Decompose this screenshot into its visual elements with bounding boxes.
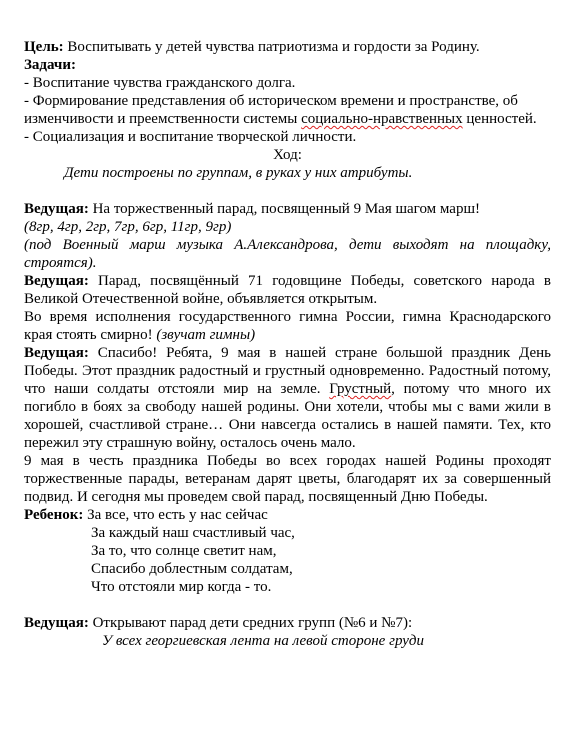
- host-line-2: Ведущая: Парад, посвящённый 71 годовщине Победы, советского народа в Великой Отечественной войне, объявляется открытым.: [24, 273, 551, 307]
- host-line-4: Ведущая: Открывают парад дети средних групп (№6 и №7):: [24, 615, 413, 631]
- host-label: Ведущая:: [24, 615, 89, 631]
- music-note: (под Военный марш музыка А.Александрова, дети выходят на площадку, строятся).: [24, 237, 551, 271]
- host-line-3: Ведущая: Спасибо! Ребята, 9 мая в нашей стране большой праздник День Победы. Этот праздник радостный и грустный одновременно. Радостный потому, что наши солдаты отстояли мир на земле. Грустный, потому что много их погибло в боях за свободу нашей родины. Они хотели, чтобы мы с вами жили в хорошей, счастливой стране… Они навсегда остались в нашей памяти. Тех, кто пережил эту страшную войну, осталось очень мало.: [24, 345, 551, 451]
- child-label: Ребенок:: [24, 507, 84, 523]
- goal-paragraph: [24, 38, 551, 56]
- spellcheck-word: социально-нравственных: [301, 111, 463, 127]
- tasks-label: Задачи:: [24, 57, 77, 73]
- course-heading: Ход:: [273, 147, 302, 163]
- child-line-1: Ребенок: За все, что есть у нас сейчас: [24, 507, 268, 523]
- poem-line: За каждый наш счастливый час,: [91, 525, 295, 541]
- goal-label: Цель:: [24, 39, 64, 55]
- spacer: [24, 182, 551, 200]
- goal-text: Воспитывать у детей чувства патриотизма и гордости за Родину.: [63, 39, 480, 55]
- anthem-instruction: Во время исполнения государственного гимна России, гимна Краснодарского края стоять смирно! (звучат гимны): [24, 309, 551, 343]
- document-page: [24, 38, 551, 650]
- victory-day-paragraph: 9 мая в честь праздника Победы во всех городах нашей Родины проходят торжественные парады, ветеранам дарят цветы, благодарят их за совершенный подвид. И сегодня мы проведем свой парад, посвященный Дню Победы.: [24, 453, 551, 505]
- spacer: [24, 596, 551, 614]
- course-note: Дети построены по группам, в руках у них атрибуты.: [64, 165, 413, 181]
- host-line-1: Ведущая: На торжественный парад, посвященный 9 Мая шагом марш!: [24, 201, 481, 217]
- poem-line: За то, что солнце светит нам,: [91, 543, 277, 559]
- host-label: Ведущая:: [24, 273, 89, 289]
- host-label: Ведущая:: [24, 345, 89, 361]
- poem-line: Что отстояли мир когда - то.: [91, 579, 272, 595]
- groups-note: (8гр, 4гр, 2гр, 7гр, 6гр, 11гр, 9гр): [24, 219, 232, 235]
- spellcheck-word: Грустный: [329, 381, 392, 397]
- host-label: Ведущая:: [24, 201, 89, 217]
- anthem-note: (звучат гимны): [156, 327, 256, 343]
- task-item-3: - Социализация и воспитание творческой личности.: [24, 129, 357, 145]
- ribbon-note: У всех георгиевская лента на левой стороне груди: [102, 633, 424, 649]
- task-item-2: - Формирование представления об историческом времени и пространстве, об изменчивости и преемственности системы социально-нравственных ценностей.: [24, 93, 537, 127]
- task-item-1: - Воспитание чувства гражданского долга.: [24, 75, 296, 91]
- poem-line: Спасибо доблестным солдатам,: [91, 561, 293, 577]
